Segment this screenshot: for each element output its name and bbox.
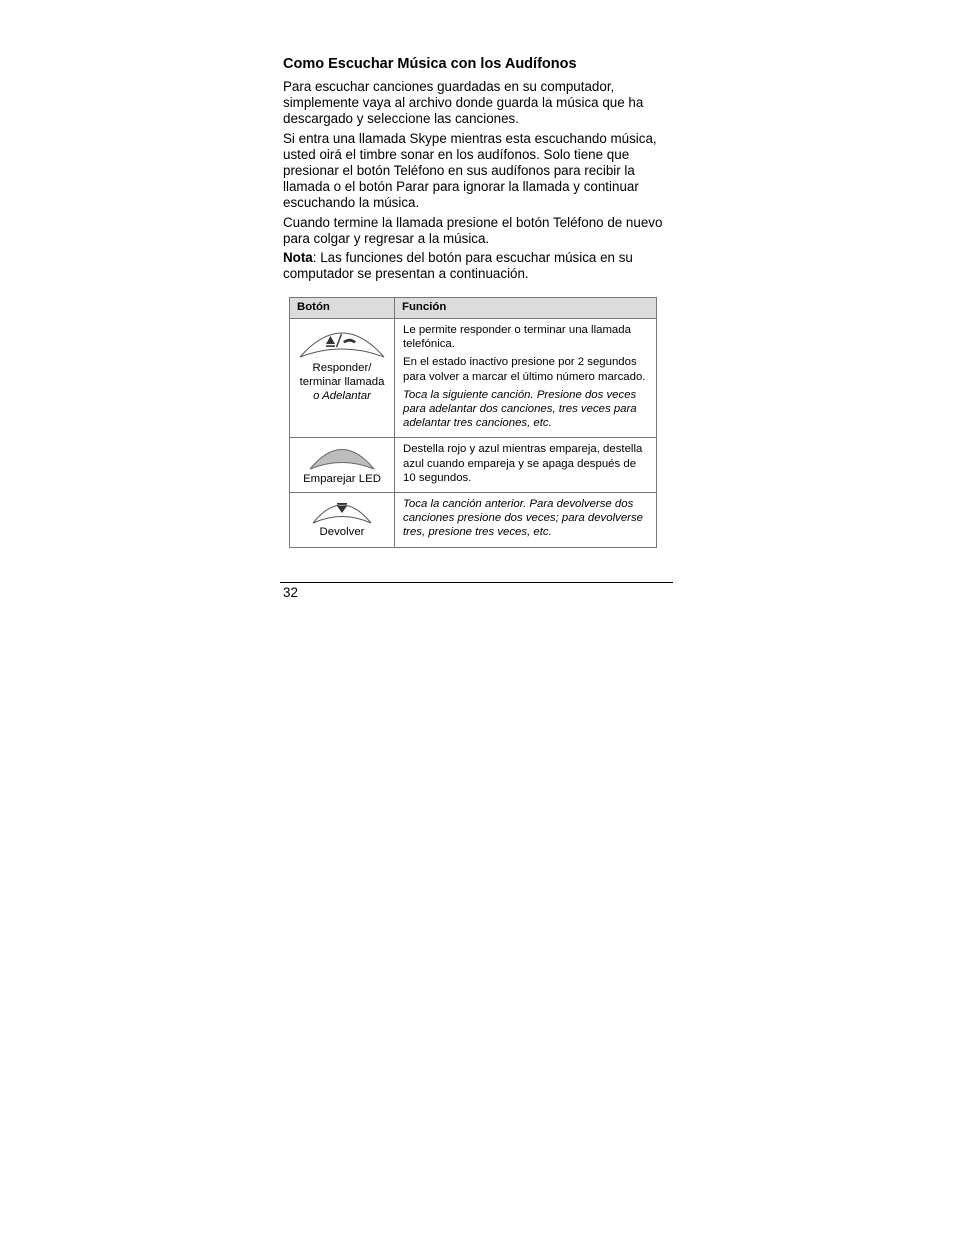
paragraph-3: Cuando termine la llamada presione el botón Teléfono de nuevo para colgar y regresar a la música. [283, 214, 663, 246]
function-cell [395, 438, 657, 493]
header-funcion: Función [395, 298, 657, 319]
button-cell [290, 493, 395, 548]
button-cell [290, 438, 395, 493]
button-label: Emparejar LED [303, 473, 381, 486]
note-label: Nota [283, 250, 313, 266]
function-cell [395, 319, 657, 438]
function-text: En el estado inactivo presione por 2 segundos para volver a marcar el último número marcado. [403, 356, 646, 383]
function-text: Le permite responder o terminar una llamada telefónica. [403, 324, 631, 351]
pairing-led-icon [307, 442, 377, 472]
table-row [290, 319, 657, 438]
table-row [290, 493, 657, 548]
paragraph-2: Si entra una llamada Skype mientras esta escuchando música, usted oirá el timbre sonar en los audífonos. Solo tiene que presionar el botón Teléfono en sus audífonos para recibir la llamada o el botón Parar para ignorar la llamada y continuar escuchando la música. [283, 130, 657, 211]
paragraph-1: Para escuchar canciones guardadas en su computador, simplemente vaya al archivo donde guarda la música que ha descargado y seleccione las canciones. [283, 79, 644, 127]
note-paragraph [283, 250, 673, 282]
note-text: : Las funciones del botón para escuchar música en su computador se presentan a continuación. [283, 250, 633, 282]
button-label: Devolver [319, 526, 365, 539]
button-label: Responder/ terminar llamada o Adelantar [299, 362, 385, 403]
table-header-row [290, 298, 657, 319]
previous-track-icon [310, 497, 374, 525]
button-cell [290, 319, 395, 438]
function-text: Toca la siguiente canción. Presione dos veces para adelantar dos canciones, tres veces para adelantar tres canciones, etc. [403, 388, 637, 430]
function-text: Toca la canción anterior. Para devolverse dos canciones presione dos veces; para devolverse tres, presione tres veces, etc. [403, 498, 643, 539]
function-cell [395, 493, 657, 548]
answer-end-forward-icon [298, 323, 386, 361]
header-boton: Botón [290, 298, 395, 319]
button-function-table [289, 297, 657, 548]
table-row [290, 438, 657, 493]
section-heading: Como Escuchar Música con los Audífonos [283, 56, 577, 72]
function-text: Destella rojo y azul mientras empareja, destella azul cuando empareja y se apaga después de 10 segundos. [403, 443, 643, 484]
page-content [283, 56, 673, 285]
footer-rule [280, 582, 673, 583]
page-number: 32 [283, 585, 298, 600]
